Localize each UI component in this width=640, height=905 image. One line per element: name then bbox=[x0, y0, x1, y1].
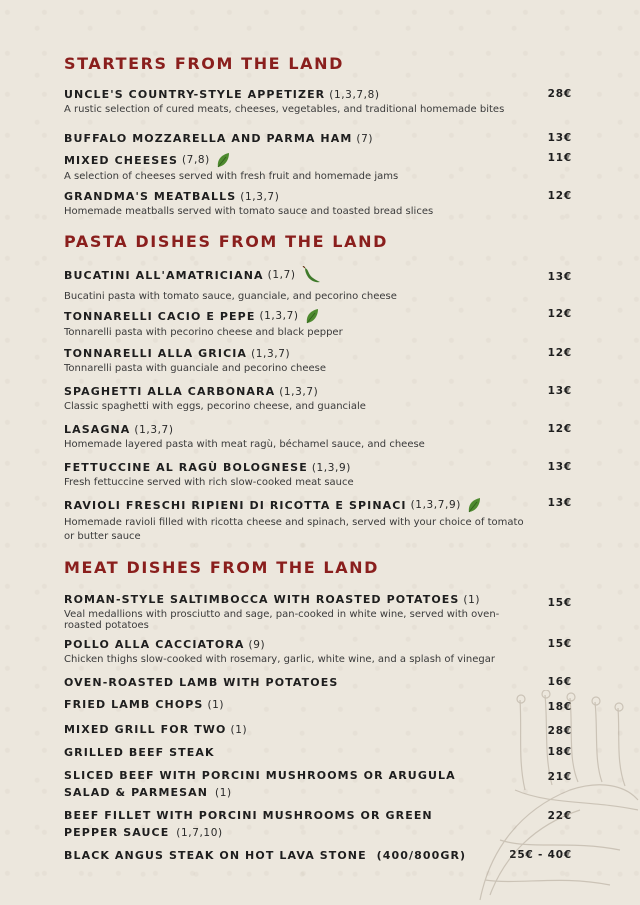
item-price: 18€ bbox=[547, 701, 572, 713]
menu-item bbox=[64, 347, 576, 374]
menu-item bbox=[64, 132, 576, 145]
item-description: Homemade ravioli filled with ricotta cheese and spinach, served with your choice of tomato or butter sauce bbox=[64, 517, 524, 542]
item-price: 28€ bbox=[547, 88, 572, 100]
item-name: RAVIOLI FRESCHI RIPIENI DI RICOTTA E SPINACI bbox=[64, 498, 407, 512]
item-price: 13€ bbox=[547, 461, 572, 473]
item-price: 12€ bbox=[547, 308, 572, 320]
item-allergens: (1,3,7) bbox=[240, 190, 280, 203]
item-description: Tonnarelli pasta with pecorino cheese and black pepper bbox=[64, 327, 343, 338]
menu-item bbox=[64, 190, 576, 217]
item-name: TONNARELLI ALLA GRICIA bbox=[64, 347, 248, 360]
vegetarian-leaf-icon bbox=[216, 152, 230, 168]
item-price: 18€ bbox=[547, 746, 572, 758]
item-price: 16€ bbox=[547, 676, 572, 688]
item-description: A rustic selection of cured meats, cheeses, vegetables, and traditional homemade bites bbox=[64, 104, 505, 115]
item-name: BEEF FILLET WITH PORCINI MUSHROOMS OR GREEN PEPPER SAUCE bbox=[64, 809, 433, 839]
item-allergens: (1,7,10) bbox=[176, 827, 223, 839]
item-name: POLLO ALLA CACCIATORA bbox=[64, 638, 245, 651]
item-name: GRANDMA'S MEATBALLS bbox=[64, 190, 237, 203]
item-description: Homemade meatballs served with tomato sauce and toasted bread slices bbox=[64, 206, 434, 217]
vegetarian-leaf-icon bbox=[305, 308, 319, 324]
item-name: BUCATINI ALL'AMATRICIANA bbox=[64, 268, 264, 282]
item-price: 13€ bbox=[547, 132, 572, 144]
item-name: OVEN-ROASTED LAMB WITH POTATOES bbox=[64, 676, 339, 689]
item-name: SLICED BEEF WITH PORCINI MUSHROOMS OR ARUGULA SALAD & PARMESAN bbox=[64, 769, 456, 799]
item-name: FETTUCCINE AL RAGÙ BOLOGNESE bbox=[64, 461, 308, 474]
item-allergens: (1) bbox=[463, 593, 481, 606]
item-description: Tonnarelli pasta with guanciale and pecorino cheese bbox=[64, 363, 326, 374]
item-name: FRIED LAMB CHOPS bbox=[64, 698, 204, 711]
item-allergens: (1) bbox=[230, 723, 248, 736]
item-name: ROMAN-STYLE SALTIMBOCCA WITH ROASTED POTATOES bbox=[64, 593, 460, 606]
item-price: 25€ - 40€ bbox=[509, 849, 572, 861]
item-name: MIXED GRILL FOR TWO bbox=[64, 723, 227, 736]
menu-item bbox=[64, 638, 576, 665]
item-price: 21€ bbox=[547, 771, 572, 783]
item-price: 15€ bbox=[547, 597, 572, 609]
item-price: 12€ bbox=[547, 190, 572, 202]
menu-item bbox=[64, 266, 576, 302]
item-price: 11€ bbox=[547, 152, 572, 164]
item-description: Chicken thighs slow-cooked with rosemary, garlic, white wine, and a splash of vinegar bbox=[64, 654, 496, 665]
item-name: TONNARELLI CACIO E PEPE bbox=[64, 309, 256, 323]
item-description: Homemade layered pasta with meat ragù, béchamel sauce, and cheese bbox=[64, 439, 425, 450]
item-name: LASAGNA bbox=[64, 423, 131, 436]
item-name: BLACK ANGUS STEAK ON HOT LAVA STONE (400/800GR) bbox=[64, 849, 467, 862]
item-allergens: (1) bbox=[207, 698, 225, 711]
item-description: Bucatini pasta with tomato sauce, guanciale, and pecorino cheese bbox=[64, 291, 397, 302]
item-allergens: (9) bbox=[248, 638, 266, 651]
menu-item bbox=[64, 461, 576, 488]
item-allergens: (1,7) bbox=[267, 269, 296, 281]
item-allergens: (1) bbox=[215, 787, 232, 799]
item-name: BUFFALO MOZZARELLA AND PARMA HAM bbox=[64, 132, 353, 145]
item-price: 15€ bbox=[547, 638, 572, 650]
menu-item bbox=[64, 593, 576, 631]
item-price: 12€ bbox=[547, 347, 572, 359]
item-description: Classic spaghetti with eggs, pecorino cheese, and guanciale bbox=[64, 401, 366, 412]
section-title-starters: STARTERS FROM THE LAND bbox=[64, 54, 345, 73]
vegetarian-leaf-icon bbox=[467, 497, 481, 513]
menu-item bbox=[64, 88, 576, 115]
item-allergens: (1,3,7,8) bbox=[329, 88, 380, 101]
item-name: MIXED CHEESES bbox=[64, 153, 178, 167]
section-title-pasta: PASTA DISHES FROM THE LAND bbox=[64, 232, 388, 251]
section-title-meat: MEAT DISHES FROM THE LAND bbox=[64, 558, 380, 577]
item-allergens: (1,3,7) bbox=[279, 385, 319, 398]
menu-item bbox=[64, 385, 576, 412]
lamb-ribs-sketch-illustration bbox=[460, 690, 640, 905]
item-name: SPAGHETTI ALLA CARBONARA bbox=[64, 385, 276, 398]
item-allergens: (1,3,7) bbox=[251, 347, 291, 360]
item-allergens: (1,3,9) bbox=[311, 461, 351, 474]
item-allergens: (7,8) bbox=[181, 154, 210, 166]
menu-item bbox=[64, 308, 576, 338]
item-price: 13€ bbox=[547, 497, 572, 509]
item-name: GRILLED BEEF STEAK bbox=[64, 746, 215, 759]
item-description: Veal medallions with prosciutto and sage, pan-cooked in white wine, served with oven-roasted potatoes bbox=[64, 609, 500, 631]
item-description: A selection of cheeses served with fresh fruit and homemade jams bbox=[64, 171, 399, 182]
item-price: 13€ bbox=[547, 385, 572, 397]
item-price: 22€ bbox=[547, 810, 572, 822]
item-allergens: (7) bbox=[356, 132, 374, 145]
item-allergens: (1,3,7,9) bbox=[410, 499, 461, 511]
menu-item bbox=[64, 497, 576, 544]
item-allergens: (1,3,7) bbox=[134, 423, 174, 436]
item-price: 13€ bbox=[547, 271, 572, 283]
item-price: 28€ bbox=[547, 725, 572, 737]
chili-pepper-icon bbox=[302, 266, 322, 284]
menu-item bbox=[64, 676, 576, 689]
menu-item bbox=[64, 152, 576, 182]
item-description: Fresh fettuccine served with rich slow-cooked meat sauce bbox=[64, 477, 354, 488]
item-allergens: (1,3,7) bbox=[259, 310, 299, 322]
item-price: 12€ bbox=[547, 423, 572, 435]
item-name: UNCLE'S COUNTRY-STYLE APPETIZER bbox=[64, 88, 326, 101]
menu-item bbox=[64, 423, 576, 450]
